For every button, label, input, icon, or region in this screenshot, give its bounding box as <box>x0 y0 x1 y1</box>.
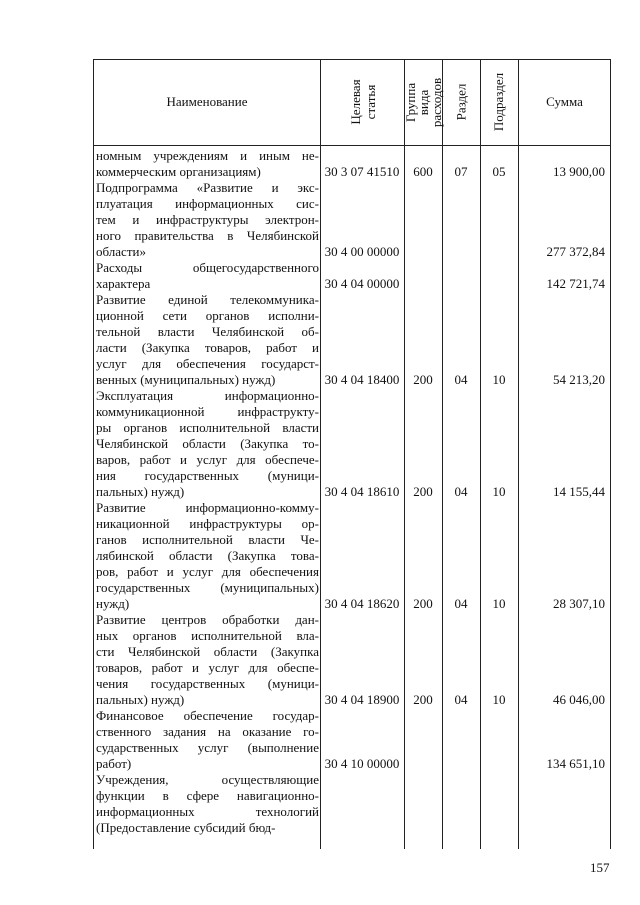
description-line: функции в сфере навигационно- <box>96 788 319 803</box>
header-group: Группа вида расходов <box>403 77 444 127</box>
row-sum: 134 651,10 <box>546 756 605 771</box>
description-line: сти Челябинской области (Закупка <box>96 644 319 659</box>
row-code: 30 4 04 18610 <box>324 484 400 499</box>
row-subsection: 05 <box>492 164 506 179</box>
description-line: ного правительства в Челябинской <box>96 228 319 243</box>
description-line: (Предоставление субсидий бюд- <box>96 820 276 835</box>
header-section-cell <box>443 59 480 145</box>
description-line: никационной инфраструктуры ор- <box>96 516 319 531</box>
description-line: Развитие информационно-комму- <box>96 500 319 515</box>
description-line: ров, работ и услуг для обеспечения <box>96 564 319 579</box>
row-description <box>96 500 319 612</box>
header-sum: Сумма <box>546 94 583 109</box>
row-section: 04 <box>454 596 468 611</box>
header-code-cell <box>321 59 404 145</box>
description-line: Учреждения, осуществляющие <box>96 772 319 787</box>
description-line: ционной сети органов исполни- <box>96 308 319 323</box>
row-sum: 277 372,84 <box>546 244 605 259</box>
row-section: 04 <box>454 372 468 387</box>
description-line: тельной власти Челябинской об- <box>96 324 319 339</box>
row-section: 04 <box>454 692 468 707</box>
table-border-left <box>93 59 94 849</box>
row-section: 07 <box>454 164 468 179</box>
description-line: Развитие центров обработки дан- <box>96 612 319 627</box>
budget-table <box>93 59 611 849</box>
description-line: ры органов исполнительной власти <box>96 420 319 435</box>
table-border-right <box>610 59 611 849</box>
row-sum: 28 307,10 <box>553 596 605 611</box>
row-sum: 142 721,74 <box>546 276 605 291</box>
row-code: 30 3 07 41510 <box>324 164 400 179</box>
description-line: ственного задания на оказание го- <box>96 724 319 739</box>
row-group: 600 <box>413 164 433 179</box>
row-group: 200 <box>413 372 433 387</box>
description-line: ганов исполнительной власти Че- <box>96 532 319 547</box>
row-sum: 46 046,00 <box>553 692 605 707</box>
header-sum-cell <box>519 59 610 145</box>
description-line: области» <box>96 244 146 259</box>
description-line: коммерческим организациям) <box>96 164 261 179</box>
row-code: 30 4 04 18620 <box>324 596 400 611</box>
header-subsection-cell <box>481 59 518 145</box>
row-subsection: 10 <box>492 692 506 707</box>
row-subsection: 10 <box>492 372 506 387</box>
description-line: государственных (муниципальных) <box>96 580 319 595</box>
row-sum: 13 900,00 <box>553 164 605 179</box>
description-line: Челябинской области (Закупка то- <box>96 436 319 451</box>
row-group: 200 <box>413 596 433 611</box>
description-line: варов, работ и услуг для обеспече- <box>96 452 319 467</box>
description-line: работ) <box>96 756 132 771</box>
description-line: информационных технологий <box>96 804 319 819</box>
header-name: Наименование <box>166 94 248 109</box>
row-description <box>96 260 319 292</box>
header-code: Целевая статья <box>347 79 378 125</box>
description-line: пальных) нужд) <box>96 692 185 707</box>
description-line: лябинской области (Закупка това- <box>96 548 319 563</box>
row-description <box>96 388 319 500</box>
header-divider <box>93 145 611 146</box>
description-line: услуг для обеспечения государст- <box>96 356 319 371</box>
row-group: 200 <box>413 692 433 707</box>
row-description <box>96 708 319 772</box>
description-line: плуатация информационных сис- <box>96 196 319 211</box>
page-number: 157 <box>590 860 610 875</box>
row-subsection: 10 <box>492 596 506 611</box>
description-line: нужд) <box>96 596 130 611</box>
column-divider <box>518 59 519 849</box>
description-line: ласти (Закупка товаров, работ и <box>96 340 319 355</box>
description-line: тем и инфраструктуры электрон- <box>96 212 319 227</box>
description-line: чения государственных (муници- <box>96 676 319 691</box>
description-line: ных органов исполнительной вла- <box>96 628 319 643</box>
row-section: 04 <box>454 484 468 499</box>
description-line: товаров, работ и услуг для обеспе- <box>96 660 319 675</box>
description-line: коммуникационной инфраструкту- <box>96 404 319 419</box>
description-line: Расходы общегосударственного <box>96 260 319 275</box>
description-line: Развитие единой телекоммуника- <box>96 292 319 307</box>
header-subsection: Подраздел <box>491 72 507 132</box>
row-sum: 14 155,44 <box>553 484 605 499</box>
description-line: Эксплуатация информационно- <box>96 388 319 403</box>
description-line: пальных) нужд) <box>96 484 185 499</box>
description-line: венных (муниципальных) нужд) <box>96 372 276 387</box>
row-description <box>96 180 319 260</box>
header-group-cell <box>405 59 442 145</box>
row-subsection: 10 <box>492 484 506 499</box>
description-line: характера <box>96 276 151 291</box>
description-line: Подпрограмма «Развитие и экс- <box>96 180 319 195</box>
row-description <box>96 148 319 180</box>
row-description <box>96 292 319 388</box>
header-section: Раздел <box>453 83 469 121</box>
description-line: ния государственных (муници- <box>96 468 319 483</box>
row-code: 30 4 04 18400 <box>324 372 400 387</box>
description-line: Финансовое обеспечение государ- <box>96 708 319 723</box>
row-code: 30 4 00 00000 <box>324 244 400 259</box>
row-code: 30 4 10 00000 <box>324 756 400 771</box>
description-line: номным учреждениям и иным не- <box>96 148 319 163</box>
row-description <box>96 612 319 708</box>
row-description <box>96 772 319 836</box>
row-sum: 54 213,20 <box>553 372 605 387</box>
row-code: 30 4 04 00000 <box>324 276 400 291</box>
header-name-cell <box>94 59 320 145</box>
row-code: 30 4 04 18900 <box>324 692 400 707</box>
row-group: 200 <box>413 484 433 499</box>
description-line: сударственных услуг (выполнение <box>96 740 319 755</box>
